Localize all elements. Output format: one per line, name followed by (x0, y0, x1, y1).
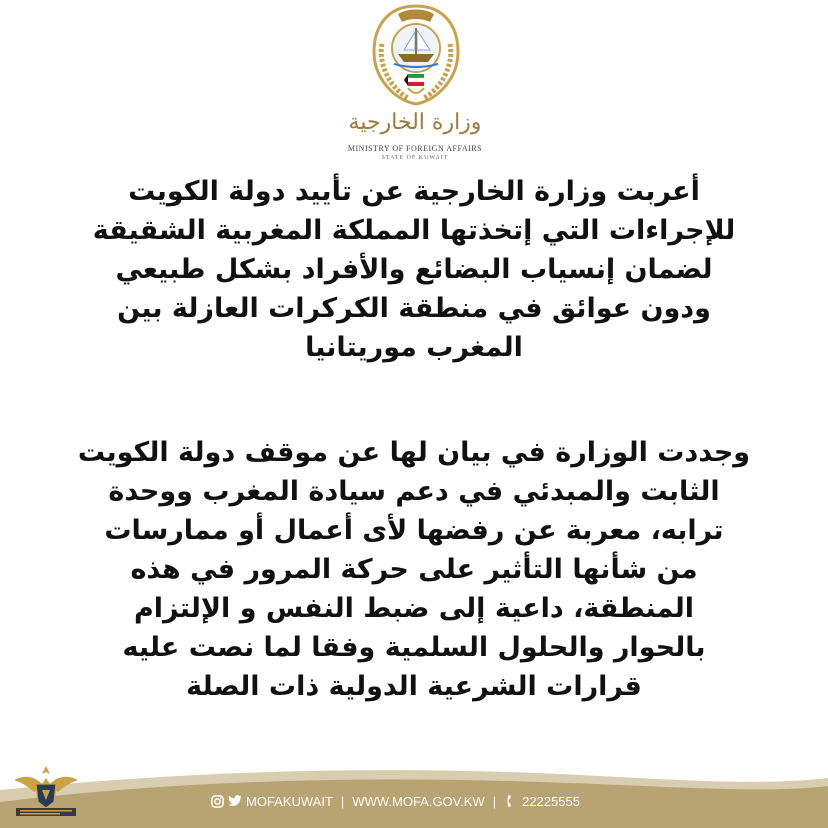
text-line: من شأنها التأثير على حركة المرور في هذه (130, 554, 698, 585)
text-line: وجددت الوزارة في بيان لها عن موقف دولة الكويت (77, 437, 751, 468)
instagram-icon[interactable] (210, 794, 224, 808)
social-handle[interactable]: MOFAKUWAIT (246, 793, 333, 809)
text-line: الثابت والمبدئي في دعم سيادة المغرب ووحدة (108, 476, 720, 507)
kuwait-emblem-icon (368, 4, 464, 108)
statement-paragraph-2 (60, 433, 768, 706)
text-line: ودون عوائق في منطقة الكركرات العازلة بين (117, 293, 711, 324)
phone-number[interactable]: 22225555 (522, 793, 580, 809)
text-line: للإجراءات التي إتخذتها المملكة المغربية الشقيقة (92, 215, 736, 246)
text-line: لضمان إنسياب البضائع والأفراد بشكل طبيعي (115, 254, 713, 285)
text-line: ترابه، معربة عن رفضها لأى أعمال أو ممارسات (104, 515, 724, 546)
footer-separator: | (340, 793, 345, 809)
ministry-name-arabic: وزارة الخارجية (348, 110, 482, 135)
text-line: المغرب موريتانيا (305, 332, 523, 363)
text-line: المنطقة، داعية إلى ضبط النفس و الإلتزام (133, 593, 695, 624)
phone-icon (504, 794, 518, 808)
statement-paragraph-1 (60, 172, 768, 367)
website-link[interactable]: WWW.MOFA.GOV.KW (352, 793, 485, 809)
text-line: بالحوار والحلول السلمية وفقا لما نصت عليه (122, 632, 706, 663)
text-line: قرارات الشرعية الدولية ذات الصلة (186, 671, 642, 702)
text-line: أعربت وزارة الخارجية عن تأييد دولة الكويت (128, 176, 700, 207)
ministry-name-english: MINISTRY OF FOREIGN AFFAIRS (347, 144, 483, 153)
twitter-icon[interactable] (228, 794, 242, 808)
eagle-badge-icon (6, 762, 86, 822)
state-name-english: STATE OF KUWAIT (381, 155, 449, 161)
footer-contact-bar (210, 789, 630, 813)
footer-separator: | (492, 793, 497, 809)
